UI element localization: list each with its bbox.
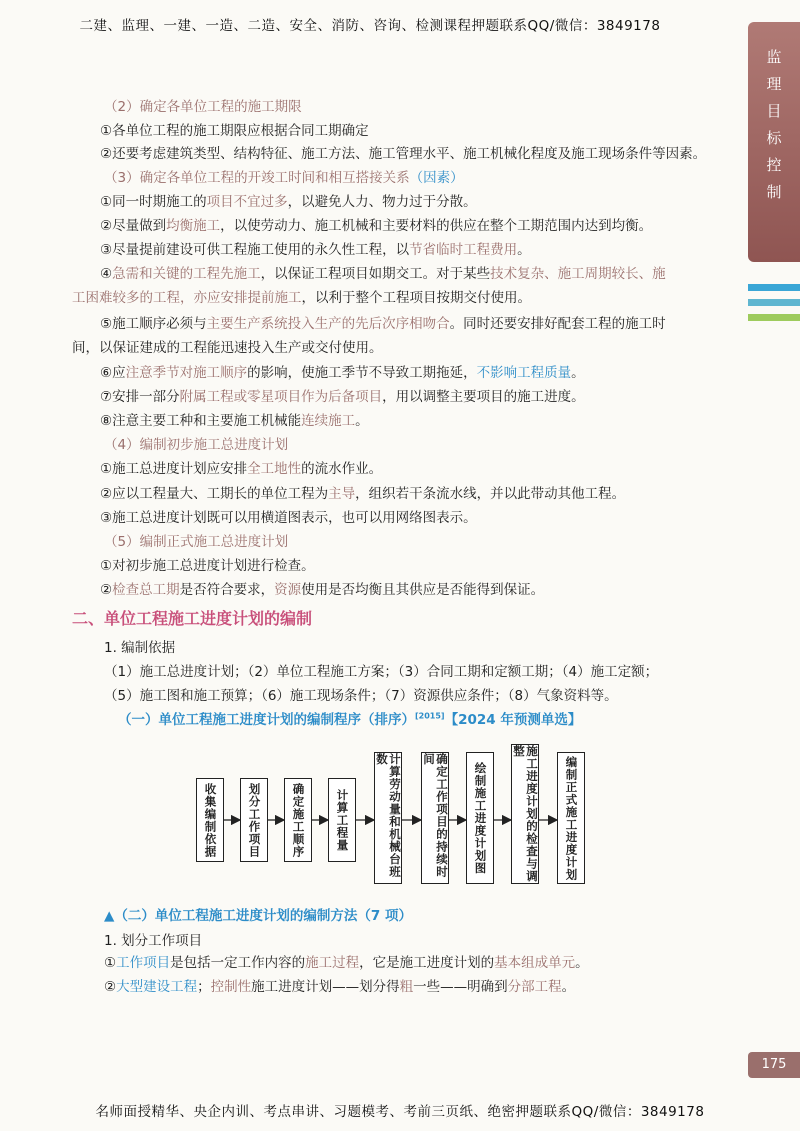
highlight-text: 分部工程 — [507, 979, 562, 995]
text: ，以使劳动力、施工机械和主要材料的供应在整个工期范围内达到均衡。 — [220, 218, 653, 234]
highlight-text: 连续施工 — [301, 413, 356, 429]
text: ③尽量提前建设可供工程施工使用的永久性工程，以 — [100, 242, 410, 258]
paragraph: ③施工总进度计划既可以用横道图表示，也可以用网络图表示。 — [100, 510, 477, 526]
text: 的流水作业。 — [301, 461, 383, 477]
paragraph: ②还要考虑建筑类型、结构特征、施工方法、施工管理水平、施工机械化程度及施工现场条件等因素。 — [100, 146, 707, 162]
exam-year: [2015] — [415, 711, 445, 721]
flow-step-label: 编制正式施工进度计划 — [564, 755, 579, 881]
procedure-title-text: （一）单位工程施工进度计划的编制程序（排序） — [118, 712, 415, 728]
highlight-text: 注意季节对施工顺序 — [125, 365, 248, 381]
text: 。同时还要安排好配套工程的施工时 — [449, 316, 666, 332]
side-tab-char: 理 — [766, 75, 782, 93]
page-footer: 名师面授精华、央企内训、考点串讲、习题模考、考前三页纸、绝密押题联系QQ/微信：3849178 — [95, 1104, 705, 1120]
highlight-text: 检查总工期 — [112, 582, 180, 598]
text: ，以避免人力、物力过于分散。 — [287, 194, 477, 210]
highlight-text: 粗 — [399, 979, 414, 995]
flow-step — [284, 778, 312, 862]
flow-step-label: 绘制施工进度计划图 — [473, 761, 488, 875]
paragraph — [104, 951, 589, 971]
flow-step-label: 计算劳动量和机械台班数 — [375, 753, 402, 878]
text: ⑤施工顺序必须与 — [100, 316, 207, 332]
flow-step — [421, 752, 449, 884]
prediction-tag: 【2024 年预测单选】 — [444, 712, 582, 728]
text: ，以保证工程项目如期交工。对于某些 — [260, 266, 491, 282]
highlight-text: 技术复杂、施工周期较长、施 — [490, 266, 666, 282]
highlight-text: 大型建设工程 — [116, 979, 198, 995]
paragraph: ①对初步施工总进度计划进行检查。 — [100, 558, 315, 574]
highlight-text: 项目不宜过多 — [206, 194, 288, 210]
highlight-text: 资源 — [274, 582, 302, 598]
highlight-text: 工作项目 — [116, 955, 171, 971]
text: ④ — [100, 266, 113, 282]
text: ； — [197, 979, 211, 995]
flow-step-label: 收集编制依据 — [203, 782, 218, 858]
text: 的影响，使施工季节不导致工期拖延， — [247, 365, 477, 381]
section-heading: 二、单位工程施工进度计划的编制 — [72, 609, 313, 628]
text: ② — [100, 582, 113, 598]
text: 。 — [571, 365, 585, 381]
text: ，用以调整主要项目的施工进度。 — [382, 389, 585, 405]
highlight-text: 不影响工程质量 — [476, 365, 572, 381]
highlight-text: 控制性 — [210, 979, 252, 995]
text: 一些——明确到 — [413, 979, 508, 995]
text: 。 — [355, 413, 369, 429]
text: 。 — [575, 955, 589, 971]
flow-step — [511, 744, 539, 884]
flow-step-label: 施工进度计划的检查与调整 — [512, 745, 539, 883]
flow-step — [466, 752, 494, 884]
text: ⑧注意主要工种和主要施工机械能 — [100, 413, 302, 429]
highlight-text: 主要生产系统投入生产的先后次序相吻合 — [206, 316, 450, 332]
highlight-text: 施工过程 — [305, 955, 360, 971]
page-number: 175 — [748, 1052, 800, 1078]
flow-step — [374, 752, 402, 884]
flow-step — [557, 752, 585, 884]
highlight-text: 附属工程或零星项目作为后备项目 — [179, 389, 383, 405]
flow-step — [196, 778, 224, 862]
highlight-text: 工困难较多的工程，亦应安排提前施工 — [72, 290, 302, 306]
section-title: （2）确定各单位工程的施工期限 — [104, 99, 302, 115]
paragraph: ①各单位工程的施工期限应根据合同工期确定 — [100, 123, 369, 139]
side-tab-char: 控 — [766, 156, 782, 174]
text: 施工进度计划——划分得 — [251, 979, 400, 995]
text: ②应以工程量大、工期长的单位工程为 — [100, 486, 329, 502]
text: 。 — [517, 242, 531, 258]
basis-line: （5）施工图和施工预算；（6）施工现场条件；（7）资源供应条件；（8）气象资料等。 — [104, 688, 618, 704]
text: ，以利于整个工程项目按期交付使用。 — [301, 290, 531, 306]
flow-step-label: 确定施工顺序 — [291, 782, 306, 858]
text: ，它是施工进度计划的 — [359, 955, 495, 971]
text: ⑥应 — [100, 365, 126, 381]
highlight-text: 主导 — [328, 486, 356, 502]
highlight-text: 节省临时工程费用 — [409, 242, 518, 258]
text: ①施工总进度计划应安排 — [100, 461, 248, 477]
text: ，组织若干条流水线，并以此带动其他工程。 — [355, 486, 626, 502]
text: 是否符合要求， — [179, 582, 275, 598]
basis-line: （1）施工总进度计划；（2）单位工程施工方案；（3）合同工期和定额工期；（4）施工定额； — [104, 664, 659, 680]
highlight-text: 急需和关键的工程先施工 — [112, 266, 261, 282]
flow-step — [240, 778, 268, 862]
section-tag: （因素） — [409, 170, 464, 186]
text: 是包括一定工作内容的 — [170, 955, 306, 971]
flow-step-label: 确定工作项目的持续时间 — [422, 753, 449, 878]
side-tab-char: 标 — [766, 129, 782, 147]
text: ① — [104, 955, 117, 971]
flow-step-label: 划分工作项目 — [247, 782, 262, 858]
paragraph: 间，以保证建成的工程能迅速投入生产或交付使用。 — [72, 340, 383, 356]
method-title: ▲（二）单位工程施工进度计划的编制方法（7 项） — [104, 908, 412, 924]
basis-title: 1. 编制依据 — [104, 640, 176, 656]
text: 使用是否均衡且其供应是否能得到保证。 — [301, 582, 545, 598]
side-tab-char: 监 — [766, 48, 782, 66]
side-tab-char: 制 — [766, 183, 782, 201]
highlight-text: 均衡施工 — [166, 218, 221, 234]
section-title: （5）编制正式施工总进度计划 — [104, 534, 289, 550]
text: ②尽量做到 — [100, 218, 167, 234]
item-title: 1. 划分工作项目 — [104, 933, 203, 949]
text: ⑦安排一部分 — [100, 389, 180, 405]
side-tab-char: 目 — [766, 102, 782, 120]
highlight-text: 基本组成单元 — [494, 955, 576, 971]
text: ①同一时期施工的 — [100, 194, 207, 210]
text: ② — [104, 979, 117, 995]
text: 。 — [561, 979, 576, 995]
paragraph — [104, 975, 575, 995]
flow-step-label: 计算工程量 — [335, 788, 350, 852]
page-header: 二建、监理、一建、一造、二造、安全、消防、咨询、检测课程押题联系QQ/微信：3849178 — [79, 18, 661, 34]
section-title-text: （3）确定各单位工程的开竣工时间和相互搭接关系 — [104, 170, 410, 186]
flow-step — [328, 778, 356, 862]
section-title: （4）编制初步施工总进度计划 — [104, 437, 289, 453]
highlight-text: 全工地性 — [247, 461, 302, 477]
